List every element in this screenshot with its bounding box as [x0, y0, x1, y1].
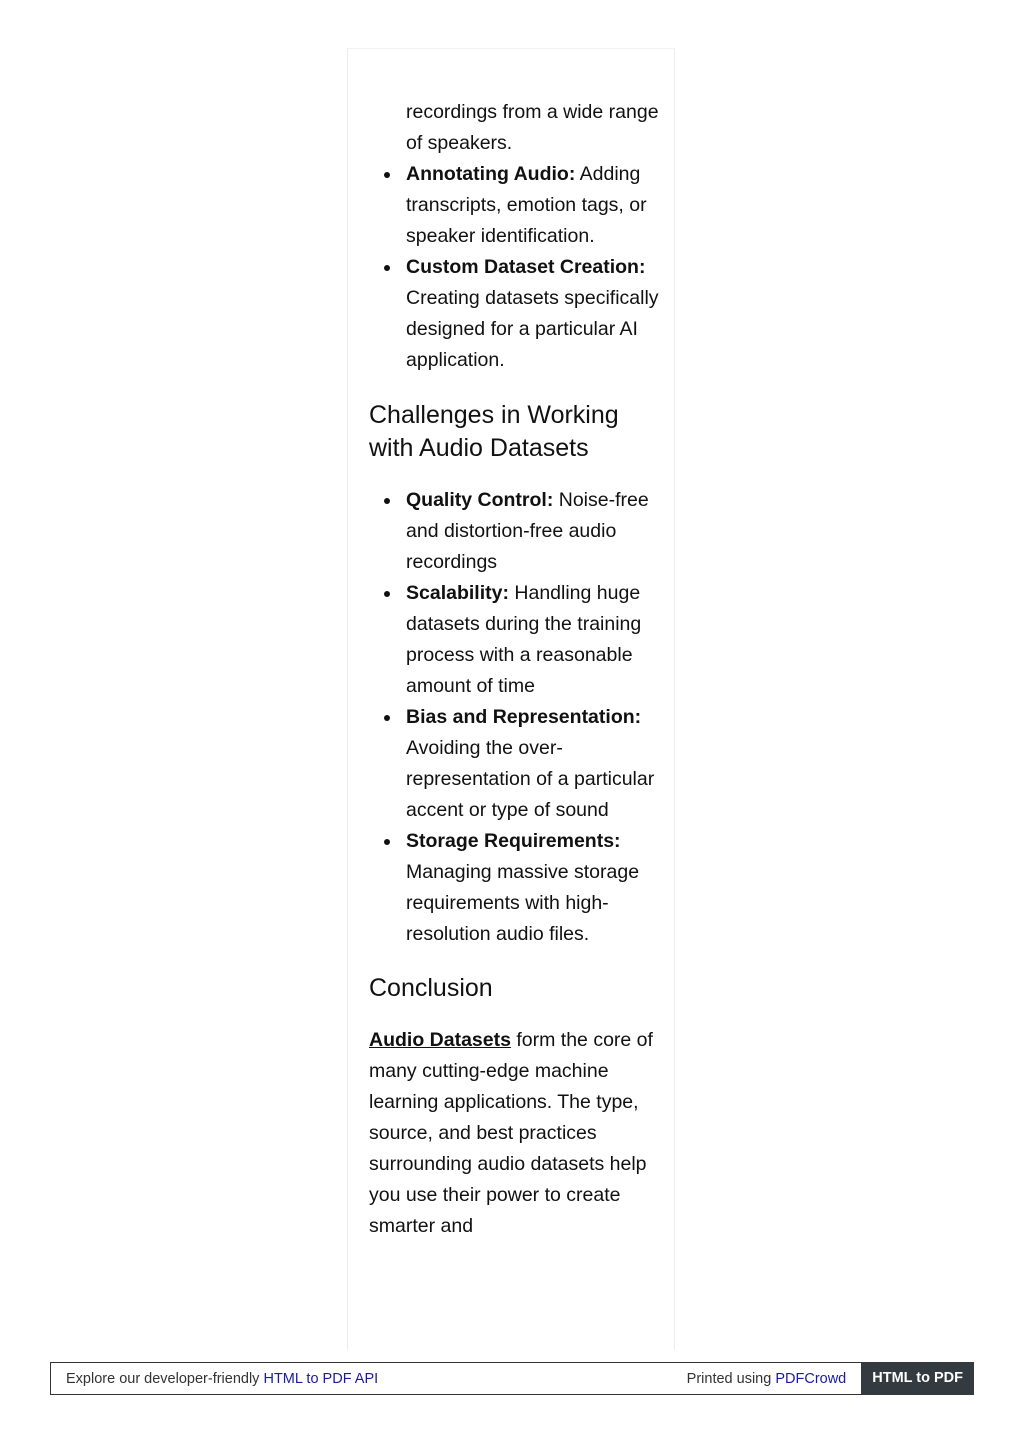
- list-item: [369, 826, 664, 950]
- footer-explore-text: Explore our developer-friendly: [66, 1370, 260, 1387]
- annotation-list: [369, 97, 664, 376]
- list-item-term: Scalability:: [406, 582, 509, 604]
- list-item-term: Annotating Audio:: [406, 163, 576, 185]
- audio-datasets-link[interactable]: Audio Datasets: [369, 1029, 511, 1051]
- list-item-text: recordings from a wide range of speakers.: [406, 101, 659, 154]
- list-item-term: Storage Requirements:: [406, 830, 621, 852]
- html-to-pdf-api-link[interactable]: HTML to PDF API: [263, 1370, 379, 1387]
- footer-explore: [51, 1371, 687, 1387]
- pdfcrowd-footer: [50, 1362, 974, 1395]
- list-item-text: Managing massive storage requirements with high-resolution audio files.: [406, 861, 640, 945]
- conclusion-paragraph: [369, 1025, 664, 1242]
- challenges-heading: Challenges in Working with Audio Datasets: [369, 401, 619, 462]
- html-to-pdf-button[interactable]: HTML to PDF: [861, 1362, 974, 1395]
- list-item: [369, 702, 664, 826]
- article-content: [369, 97, 664, 1242]
- list-item-text: Creating datasets specifically designed for a particular AI application.: [406, 287, 659, 371]
- list-item: [369, 578, 664, 702]
- pdfcrowd-link[interactable]: PDFCrowd: [775, 1370, 847, 1387]
- list-item-term: Custom Dataset Creation:: [406, 256, 646, 278]
- footer-printed: [687, 1371, 862, 1387]
- list-item-text: Handling huge datasets during the training process with a reasonable amount of time: [406, 582, 642, 697]
- challenges-list: [369, 485, 664, 950]
- list-item: [369, 485, 664, 578]
- footer-printed-text: Printed using: [686, 1370, 772, 1387]
- list-item: [369, 159, 664, 252]
- list-item-text: Avoiding the over-representation of a particular accent or type of sound: [406, 737, 655, 821]
- list-item-text: Adding transcripts, emotion tags, or speaker identification.: [406, 163, 647, 247]
- list-item: [369, 97, 664, 159]
- list-item: [369, 252, 664, 376]
- article-column: [347, 48, 675, 1350]
- list-item-text: Noise-free and distortion-free audio recordings: [406, 489, 649, 573]
- conclusion-text: form the core of many cutting-edge machine learning applications. The type, source, and best practices surrounding audio datasets help you use their power to create smarter and: [369, 1029, 653, 1237]
- list-item-term: Bias and Representation:: [406, 706, 642, 728]
- conclusion-heading: Conclusion: [369, 974, 493, 1002]
- list-item-term: Quality Control:: [406, 489, 554, 511]
